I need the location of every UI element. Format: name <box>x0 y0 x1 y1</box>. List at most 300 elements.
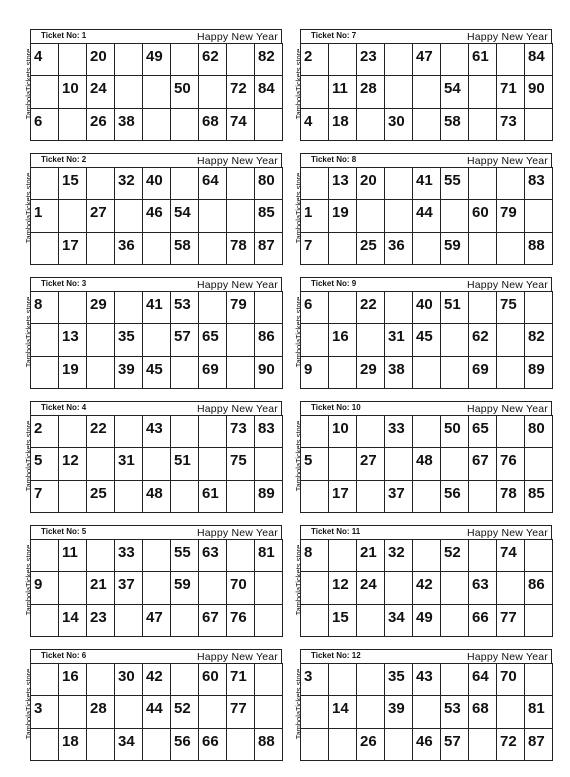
number-cell: 75 <box>227 448 255 480</box>
number-cell <box>413 76 441 108</box>
ticket-row <box>31 540 283 572</box>
number-cell: 10 <box>59 76 87 108</box>
ticket-number-grid <box>30 291 283 389</box>
number-cell: 62 <box>199 44 227 76</box>
number-cell: 1 <box>31 200 59 232</box>
number-cell <box>441 664 469 696</box>
number-cell <box>199 200 227 232</box>
number-cell: 14 <box>329 696 357 728</box>
ticket-number: Ticket No: 4 <box>41 403 87 412</box>
number-cell: 23 <box>357 44 385 76</box>
number-cell <box>301 324 329 356</box>
number-cell: 41 <box>413 168 441 200</box>
number-cell: 54 <box>441 76 469 108</box>
number-cell: 35 <box>115 324 143 356</box>
number-cell <box>525 108 553 140</box>
number-cell <box>469 168 497 200</box>
number-cell <box>255 448 283 480</box>
number-cell <box>87 232 115 264</box>
number-cell <box>469 728 497 760</box>
number-cell <box>171 480 199 512</box>
number-cell: 50 <box>171 76 199 108</box>
number-cell: 82 <box>255 44 283 76</box>
number-cell <box>143 76 171 108</box>
greeting-text: Happy New Year <box>196 651 278 663</box>
number-cell <box>199 696 227 728</box>
number-cell <box>255 572 283 604</box>
number-cell <box>115 292 143 324</box>
number-cell: 51 <box>171 448 199 480</box>
number-cell <box>441 572 469 604</box>
number-cell <box>329 448 357 480</box>
number-cell: 3 <box>301 664 329 696</box>
number-cell <box>525 448 553 480</box>
number-cell: 83 <box>525 168 553 200</box>
number-cell <box>59 696 87 728</box>
number-cell: 31 <box>385 324 413 356</box>
number-cell: 74 <box>227 108 255 140</box>
number-cell <box>255 604 283 636</box>
number-cell <box>441 200 469 232</box>
ticket-row <box>301 200 553 232</box>
number-cell: 29 <box>357 356 385 388</box>
number-cell: 39 <box>385 696 413 728</box>
number-cell <box>497 168 525 200</box>
number-cell: 18 <box>329 108 357 140</box>
ticket-number-grid <box>300 291 553 389</box>
ticket <box>20 29 282 141</box>
number-cell <box>413 416 441 448</box>
number-cell <box>469 76 497 108</box>
number-cell: 62 <box>469 324 497 356</box>
number-cell: 15 <box>59 168 87 200</box>
number-cell: 52 <box>171 696 199 728</box>
ticket-row <box>301 728 553 760</box>
number-cell: 35 <box>385 664 413 696</box>
ticket-header <box>300 153 552 167</box>
ticket <box>290 525 552 637</box>
number-cell <box>497 44 525 76</box>
number-cell <box>171 44 199 76</box>
number-cell: 19 <box>329 200 357 232</box>
ticket-number: Ticket No: 1 <box>41 31 87 40</box>
ticket-row <box>31 200 283 232</box>
number-cell: 27 <box>87 200 115 232</box>
number-cell <box>143 448 171 480</box>
number-cell: 33 <box>385 416 413 448</box>
number-cell: 40 <box>413 292 441 324</box>
number-cell: 57 <box>171 324 199 356</box>
greeting-text: Happy New Year <box>196 279 278 291</box>
number-cell: 4 <box>31 44 59 76</box>
number-cell: 60 <box>469 200 497 232</box>
number-cell <box>227 356 255 388</box>
number-cell: 47 <box>413 44 441 76</box>
ticket-number: Ticket No: 10 <box>311 403 361 412</box>
ticket-number: Ticket No: 9 <box>311 279 357 288</box>
number-cell <box>329 540 357 572</box>
number-cell: 20 <box>87 44 115 76</box>
ticket <box>290 153 552 265</box>
number-cell: 13 <box>59 324 87 356</box>
number-cell <box>31 664 59 696</box>
number-cell <box>413 696 441 728</box>
number-cell: 55 <box>171 540 199 572</box>
number-cell: 7 <box>301 232 329 264</box>
number-cell: 21 <box>357 540 385 572</box>
number-cell: 73 <box>497 108 525 140</box>
number-cell: 17 <box>329 480 357 512</box>
greeting-text: Happy New Year <box>466 527 548 539</box>
number-cell: 22 <box>87 416 115 448</box>
number-cell: 47 <box>143 604 171 636</box>
number-cell <box>385 168 413 200</box>
number-cell: 84 <box>525 44 553 76</box>
number-cell: 58 <box>171 232 199 264</box>
number-cell: 59 <box>171 572 199 604</box>
number-cell <box>385 572 413 604</box>
number-cell: 11 <box>329 76 357 108</box>
number-cell <box>199 292 227 324</box>
number-cell: 43 <box>143 416 171 448</box>
number-cell: 42 <box>143 664 171 696</box>
ticket-row <box>301 324 553 356</box>
number-cell: 59 <box>441 232 469 264</box>
side-watermark-label: TambolaTickets.store <box>24 296 33 368</box>
number-cell <box>199 232 227 264</box>
number-cell: 72 <box>227 76 255 108</box>
number-cell <box>87 168 115 200</box>
number-cell: 30 <box>115 664 143 696</box>
ticket-header <box>300 649 552 663</box>
ticket-header <box>30 649 282 663</box>
number-cell <box>329 232 357 264</box>
number-cell <box>115 604 143 636</box>
number-cell <box>31 232 59 264</box>
number-cell: 16 <box>59 664 87 696</box>
number-cell: 40 <box>143 168 171 200</box>
greeting-text: Happy New Year <box>196 527 278 539</box>
number-cell <box>385 44 413 76</box>
side-watermark-label: TambolaTickets.store <box>294 48 303 120</box>
ticket-header <box>30 153 282 167</box>
number-cell <box>31 540 59 572</box>
number-cell: 89 <box>255 480 283 512</box>
number-cell: 36 <box>385 232 413 264</box>
ticket-header <box>30 525 282 539</box>
number-cell: 7 <box>31 480 59 512</box>
number-cell: 38 <box>115 108 143 140</box>
number-cell: 83 <box>255 416 283 448</box>
number-cell <box>357 480 385 512</box>
number-cell <box>525 604 553 636</box>
number-cell <box>199 76 227 108</box>
ticket-row <box>301 232 553 264</box>
ticket-row <box>31 356 283 388</box>
ticket-row <box>301 416 553 448</box>
number-cell <box>301 168 329 200</box>
number-cell: 34 <box>385 604 413 636</box>
number-cell <box>171 108 199 140</box>
number-cell <box>497 232 525 264</box>
number-cell: 56 <box>171 728 199 760</box>
number-cell <box>441 44 469 76</box>
number-cell <box>115 200 143 232</box>
number-cell <box>255 696 283 728</box>
ticket <box>290 401 552 513</box>
number-cell <box>171 168 199 200</box>
number-cell: 29 <box>87 292 115 324</box>
number-cell: 54 <box>171 200 199 232</box>
ticket-row <box>31 448 283 480</box>
ticket-number: Ticket No: 7 <box>311 31 357 40</box>
number-cell: 42 <box>413 572 441 604</box>
number-cell: 70 <box>497 664 525 696</box>
ticket-number: Ticket No: 3 <box>41 279 87 288</box>
greeting-text: Happy New Year <box>466 279 548 291</box>
number-cell: 8 <box>301 540 329 572</box>
number-cell: 1 <box>301 200 329 232</box>
ticket-number-grid <box>300 43 553 141</box>
ticket-number: Ticket No: 8 <box>311 155 357 164</box>
number-cell: 38 <box>385 356 413 388</box>
number-cell: 81 <box>525 696 553 728</box>
number-cell <box>469 292 497 324</box>
number-cell <box>227 540 255 572</box>
number-cell <box>441 604 469 636</box>
number-cell: 63 <box>469 572 497 604</box>
number-cell: 88 <box>255 728 283 760</box>
side-watermark-label: TambolaTickets.store <box>294 172 303 244</box>
greeting-text: Happy New Year <box>466 651 548 663</box>
number-cell: 70 <box>227 572 255 604</box>
number-cell: 30 <box>385 108 413 140</box>
number-cell: 22 <box>357 292 385 324</box>
ticket-number: Ticket No: 6 <box>41 651 87 660</box>
number-cell <box>59 480 87 512</box>
number-cell <box>413 108 441 140</box>
number-cell <box>329 356 357 388</box>
number-cell <box>199 416 227 448</box>
ticket-row <box>301 604 553 636</box>
number-cell <box>171 664 199 696</box>
number-cell: 2 <box>31 416 59 448</box>
number-cell: 25 <box>357 232 385 264</box>
ticket-row <box>31 76 283 108</box>
ticket-header <box>300 29 552 43</box>
number-cell <box>59 44 87 76</box>
number-cell: 5 <box>31 448 59 480</box>
ticket-number-grid <box>300 167 553 265</box>
number-cell <box>497 416 525 448</box>
number-cell: 69 <box>199 356 227 388</box>
greeting-text: Happy New Year <box>466 31 548 43</box>
number-cell <box>329 728 357 760</box>
number-cell: 4 <box>301 108 329 140</box>
number-cell <box>413 356 441 388</box>
number-cell <box>301 76 329 108</box>
number-cell: 90 <box>525 76 553 108</box>
number-cell: 32 <box>115 168 143 200</box>
ticket-row <box>31 728 283 760</box>
number-cell <box>31 728 59 760</box>
number-cell: 64 <box>469 664 497 696</box>
number-cell: 53 <box>441 696 469 728</box>
number-cell: 74 <box>497 540 525 572</box>
number-cell: 76 <box>227 604 255 636</box>
number-cell: 80 <box>255 168 283 200</box>
number-cell <box>301 604 329 636</box>
number-cell: 45 <box>143 356 171 388</box>
ticket-row <box>301 44 553 76</box>
number-cell: 72 <box>497 728 525 760</box>
number-cell: 52 <box>441 540 469 572</box>
number-cell <box>227 480 255 512</box>
side-watermark-label: TambolaTickets.store <box>24 48 33 120</box>
number-cell: 6 <box>301 292 329 324</box>
ticket-row <box>31 168 283 200</box>
number-cell <box>301 696 329 728</box>
number-cell <box>329 664 357 696</box>
ticket-number: Ticket No: 12 <box>311 651 361 660</box>
number-cell: 68 <box>469 696 497 728</box>
number-cell <box>385 200 413 232</box>
ticket-number-grid <box>30 43 283 141</box>
number-cell <box>385 448 413 480</box>
number-cell <box>87 728 115 760</box>
number-cell <box>357 416 385 448</box>
number-cell <box>385 292 413 324</box>
ticket-number-grid <box>30 539 283 637</box>
ticket-header <box>300 277 552 291</box>
number-cell: 58 <box>441 108 469 140</box>
number-cell <box>87 356 115 388</box>
number-cell: 78 <box>497 480 525 512</box>
ticket <box>20 525 282 637</box>
number-cell: 79 <box>227 292 255 324</box>
number-cell: 36 <box>115 232 143 264</box>
number-cell: 9 <box>31 572 59 604</box>
number-cell <box>31 168 59 200</box>
ticket-row <box>31 416 283 448</box>
number-cell: 46 <box>143 200 171 232</box>
number-cell <box>357 696 385 728</box>
number-cell: 87 <box>255 232 283 264</box>
number-cell <box>31 76 59 108</box>
ticket-number-grid <box>30 415 283 513</box>
number-cell <box>525 664 553 696</box>
number-cell: 32 <box>385 540 413 572</box>
number-cell <box>357 108 385 140</box>
number-cell: 55 <box>441 168 469 200</box>
side-watermark-label: TambolaTickets.store <box>24 668 33 740</box>
number-cell: 46 <box>413 728 441 760</box>
ticket-row <box>301 696 553 728</box>
number-cell <box>469 540 497 572</box>
number-cell: 28 <box>87 696 115 728</box>
number-cell: 39 <box>115 356 143 388</box>
number-cell <box>171 416 199 448</box>
number-cell <box>497 572 525 604</box>
number-cell: 61 <box>469 44 497 76</box>
ticket <box>20 153 282 265</box>
number-cell: 15 <box>329 604 357 636</box>
number-cell <box>413 480 441 512</box>
number-cell: 14 <box>59 604 87 636</box>
number-cell <box>497 324 525 356</box>
ticket-row <box>301 448 553 480</box>
number-cell: 86 <box>255 324 283 356</box>
number-cell: 80 <box>525 416 553 448</box>
ticket-number: Ticket No: 2 <box>41 155 87 164</box>
number-cell <box>301 572 329 604</box>
number-cell: 88 <box>525 232 553 264</box>
ticket-row <box>31 696 283 728</box>
ticket-header <box>300 525 552 539</box>
side-watermark-label: TambolaTickets.store <box>294 544 303 616</box>
ticket-row <box>31 292 283 324</box>
number-cell <box>255 108 283 140</box>
number-cell: 67 <box>199 604 227 636</box>
number-cell <box>441 356 469 388</box>
number-cell <box>413 232 441 264</box>
number-cell <box>115 44 143 76</box>
side-watermark-label: TambolaTickets.store <box>294 668 303 740</box>
number-cell: 85 <box>255 200 283 232</box>
number-cell: 10 <box>329 416 357 448</box>
number-cell <box>441 448 469 480</box>
number-cell: 6 <box>31 108 59 140</box>
number-cell <box>171 356 199 388</box>
greeting-text: Happy New Year <box>466 403 548 415</box>
number-cell <box>115 480 143 512</box>
greeting-text: Happy New Year <box>196 403 278 415</box>
number-cell <box>255 664 283 696</box>
number-cell <box>227 728 255 760</box>
number-cell <box>525 200 553 232</box>
number-cell: 77 <box>497 604 525 636</box>
side-watermark-label: TambolaTickets.store <box>294 296 303 368</box>
ticket-row <box>301 540 553 572</box>
number-cell <box>31 604 59 636</box>
ticket-row <box>301 572 553 604</box>
number-cell: 43 <box>413 664 441 696</box>
ticket-number-grid <box>30 663 283 761</box>
number-cell <box>357 604 385 636</box>
number-cell <box>329 292 357 324</box>
side-watermark-label: TambolaTickets.store <box>24 172 33 244</box>
number-cell: 8 <box>31 292 59 324</box>
number-cell: 82 <box>525 324 553 356</box>
ticket <box>20 277 282 389</box>
number-cell: 48 <box>413 448 441 480</box>
number-cell <box>59 416 87 448</box>
number-cell: 24 <box>357 572 385 604</box>
number-cell <box>255 292 283 324</box>
number-cell <box>87 664 115 696</box>
ticket-row <box>31 108 283 140</box>
number-cell: 51 <box>441 292 469 324</box>
number-cell <box>87 448 115 480</box>
number-cell <box>469 232 497 264</box>
ticket-row <box>31 480 283 512</box>
number-cell <box>143 540 171 572</box>
number-cell <box>59 292 87 324</box>
number-cell: 68 <box>199 108 227 140</box>
number-cell <box>301 480 329 512</box>
number-cell: 3 <box>31 696 59 728</box>
number-cell: 57 <box>441 728 469 760</box>
